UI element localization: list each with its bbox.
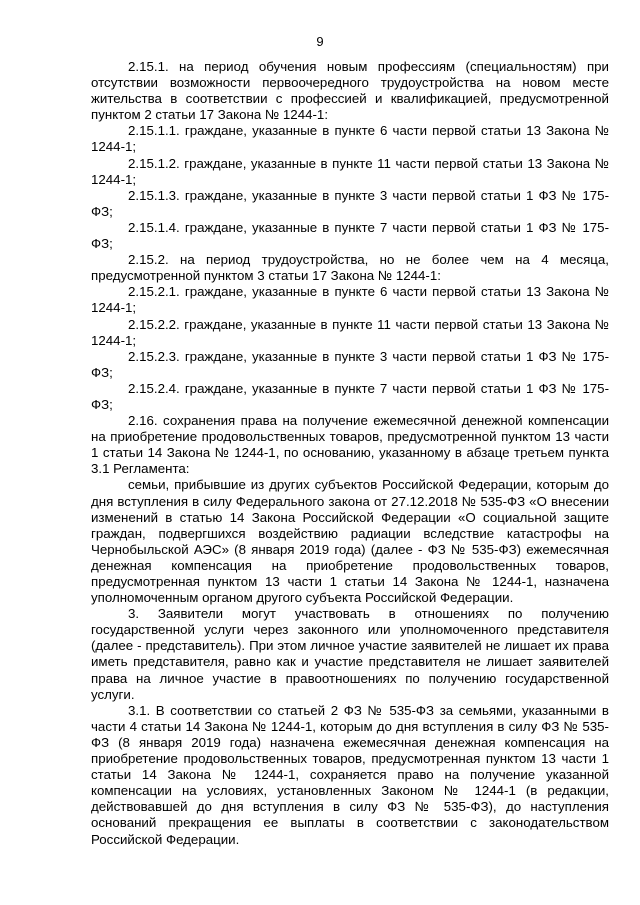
page-number: 9 [316,34,324,49]
paragraph-2-15-1-3: 2.15.1.3. граждане, указанные в пункте 3 части первой статьи 1 ФЗ № 175-ФЗ; [91,187,609,219]
document-body [91,59,609,848]
paragraph-3: 3. Заявители могут участвовать в отношениях по получению государственной услуги через законного или уполномоченного представителя (далее - представитель). При этом личное участие заявителей не лишает их права иметь представителя, равно как и участие представителя не лишает заявителей права на личное участие в правоотношениях по получению государственной услуги. [91,606,609,702]
paragraph-2-15-1: 2.15.1. на период обучения новым профессиям (специальностям) при отсутствии возможности первоочередного трудоустройства на новом месте жительства в соответствии с профессией и квалификацией, предусмотренной пунктом 2 статьи 17 Закона № 1244-1: [91,59,609,123]
paragraph-2-16-families: семьи, прибывшие из других субъектов Российской Федерации, которым до дня вступления в силу Федерального закона от 27.12.2018 № 535-ФЗ «О внесении изменений в статью 14 Закона Российской Федерации «О социальной защите граждан, подвергшихся воздействию радиации вследствие катастрофы на Чернобыльской АЭС» (8 января 2019 года) (далее - ФЗ № 535-ФЗ) ежемесячная денежная компенсация на приобретение продовольственных товаров, предусмотренная пунктом 13 части 1 статьи 14 Закона № 1244-1, назначена уполномоченным органом другого субъекта Российской Федерации. [91,477,609,606]
paragraph-2-16: 2.16. сохранения права на получение ежемесячной денежной компенсации на приобретение продовольственных товаров, предусмотренной пунктом 13 части 1 статьи 14 Закона № 1244-1, по основанию, указанному в абзаце третьем пункта 3.1 Регламента: [91,413,609,477]
paragraph-2-15-1-2: 2.15.1.2. граждане, указанные в пункте 11 части первой статьи 13 Закона № 1244-1; [91,155,609,187]
paragraph-2-15-2: 2.15.2. на период трудоустройства, но не более чем на 4 месяца, предусмотренной пунктом 3 статьи 17 Закона № 1244-1: [91,252,609,284]
paragraph-2-15-2-3: 2.15.2.3. граждане, указанные в пункте 3 части первой статьи 1 ФЗ № 175-ФЗ; [91,348,609,380]
paragraph-2-15-2-1: 2.15.2.1. граждане, указанные в пункте 6 части первой статьи 13 Закона № 1244-1; [91,284,609,316]
paragraph-2-15-2-2: 2.15.2.2. граждане, указанные в пункте 11 части первой статьи 13 Закона № 1244-1; [91,316,609,348]
paragraph-2-15-2-4: 2.15.2.4. граждане, указанные в пункте 7 части первой статьи 1 ФЗ № 175-ФЗ; [91,380,609,412]
paragraph-2-15-1-1: 2.15.1.1. граждане, указанные в пункте 6 части первой статьи 13 Закона № 1244-1; [91,123,609,155]
paragraph-2-15-1-4: 2.15.1.4. граждане, указанные в пункте 7 части первой статьи 1 ФЗ № 175-ФЗ; [91,219,609,252]
paragraph-3-1: 3.1. В соответствии со статьей 2 ФЗ № 535-ФЗ за семьями, указанными в части 4 статьи 14 Закона № 1244-1, которым до дня вступления в силу ФЗ № 535-ФЗ (8 января 2019 года) назначена ежемесячная денежная компенсация на приобретение продовольственных товаров, предусмотренная пунктом 13 части 1 статьи 14 Закона № 1244-1, сохраняется право на получение указанной компенсации на условиях, установленных Законом № 1244-1 (в редакции, действовавшей до дня вступления в силу ФЗ № 535-ФЗ), до наступления оснований прекращения ее выплаты в соответствии с законодательством Российской Федерации. [91,702,609,847]
